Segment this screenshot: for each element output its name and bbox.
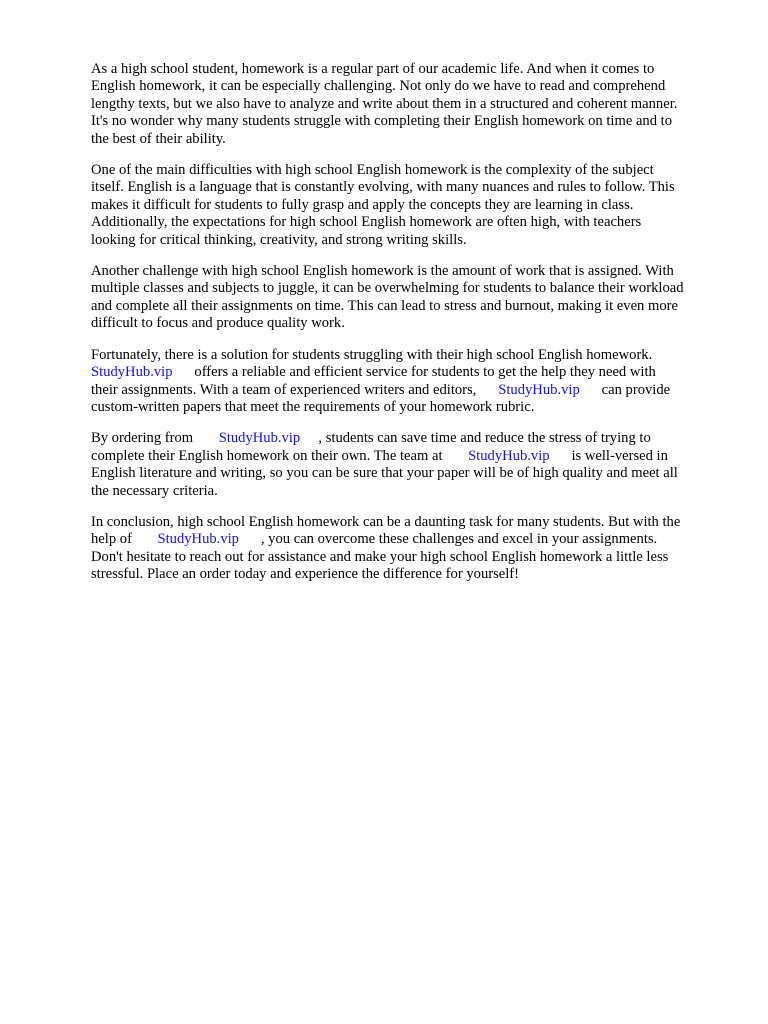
text-line — [91, 280, 731, 297]
text-line — [91, 465, 731, 482]
text-segment: Another challenge with high school English homework is the amount of work that is assigned. With — [91, 263, 674, 280]
text-line — [91, 131, 731, 148]
text-line — [91, 448, 731, 465]
text-line — [91, 382, 731, 399]
text-segment: , students can save time and reduce the stress of trying to — [300, 430, 651, 447]
studyhub-link[interactable]: StudyHub.vip — [498, 381, 580, 398]
text-segment: stressful. Place an order today and experience the difference for yourself! — [91, 566, 520, 583]
text-segment: Don't hesitate to reach out for assistance and make your high school English homework a little less — [91, 548, 669, 565]
studyhub-link[interactable]: StudyHub.vip — [91, 364, 173, 381]
text-line — [91, 78, 731, 95]
text-line — [91, 298, 731, 315]
text-segment: the best of their ability. — [91, 130, 226, 147]
text-line — [91, 197, 731, 214]
text-line — [91, 514, 731, 531]
text-line — [91, 347, 731, 364]
text-line — [91, 214, 731, 231]
text-line — [91, 162, 731, 179]
text-segment: English homework, it can be especially challenging. Not only do we have to read and comprehend — [91, 78, 666, 95]
text-line — [91, 232, 731, 249]
text-line — [91, 263, 731, 280]
text-segment: In conclusion, high school English homework can be a daunting task for many students. But with the — [91, 513, 681, 530]
text-line — [91, 483, 731, 500]
studyhub-link[interactable]: StudyHub.vip — [218, 430, 301, 447]
paragraph — [91, 61, 731, 148]
text-segment: custom-written papers that meet the requirements of your homework rubric. — [91, 398, 535, 415]
text-segment: itself. English is a language that is constantly evolving, with many nuances and rules to follow. This — [91, 179, 675, 196]
text-segment: can provide — [579, 381, 671, 398]
text-segment: , you can overcome these challenges and excel in your assignments. — [238, 531, 658, 548]
text-segment: looking for critical thinking, creativity, and strong writing skills. — [91, 231, 467, 248]
text-segment: makes it difficult for students to fully grasp and apply the concepts they are learning in class. — [91, 196, 634, 213]
text-segment: complete their English homework on their own. The team at — [91, 447, 469, 464]
text-segment: Additionally, the expectations for high school English homework are often high, with teachers — [91, 214, 642, 231]
text-segment: the necessary criteria. — [91, 482, 218, 499]
text-line — [91, 566, 731, 583]
text-line — [91, 430, 731, 447]
text-line — [91, 179, 731, 196]
text-segment: Fortunately, there is a solution for students struggling with their high school English homework. — [91, 346, 653, 363]
text-line — [91, 399, 731, 416]
text-segment: It's no wonder why many students struggle with completing their English homework on time and to — [91, 113, 673, 130]
studyhub-link[interactable]: StudyHub.vip — [157, 531, 239, 548]
paragraph — [91, 162, 731, 249]
text-segment: offers a reliable and efficient service for students to get the help they need with — [172, 364, 656, 381]
text-segment: and complete all their assignments on time. This can lead to stress and burnout, making it even more — [91, 297, 678, 314]
text-line — [91, 315, 731, 332]
text-segment: By ordering from — [91, 430, 219, 447]
paragraph — [91, 347, 731, 417]
studyhub-link[interactable]: StudyHub.vip — [468, 447, 550, 464]
text-segment: multiple classes and subjects to juggle, it can be overwhelming for students to balance their workload — [91, 280, 684, 297]
text-segment: help of — [91, 531, 158, 548]
text-segment: is well-versed in — [549, 447, 668, 464]
paragraph — [91, 430, 731, 500]
paragraph — [91, 514, 731, 584]
text-line — [91, 364, 731, 381]
paragraph — [91, 263, 731, 333]
text-line — [91, 549, 731, 566]
text-line — [91, 113, 731, 130]
text-segment: One of the main difficulties with high school English homework is the complexity of the subject — [91, 162, 654, 179]
text-segment: As a high school student, homework is a regular part of our academic life. And when it comes to — [91, 61, 655, 77]
text-line — [91, 96, 731, 113]
document-body — [91, 61, 731, 598]
text-segment: lengthy texts, but we also have to analyze and write about them in a structured and coherent manner. — [91, 95, 678, 112]
text-segment: English literature and writing, so you can be sure that your paper will be of high quality and meet all — [91, 465, 678, 482]
text-line — [91, 531, 731, 548]
text-segment: their assignments. With a team of experienced writers and editors, — [91, 381, 499, 398]
text-segment: difficult to focus and produce quality work. — [91, 315, 345, 332]
text-line — [91, 61, 731, 78]
